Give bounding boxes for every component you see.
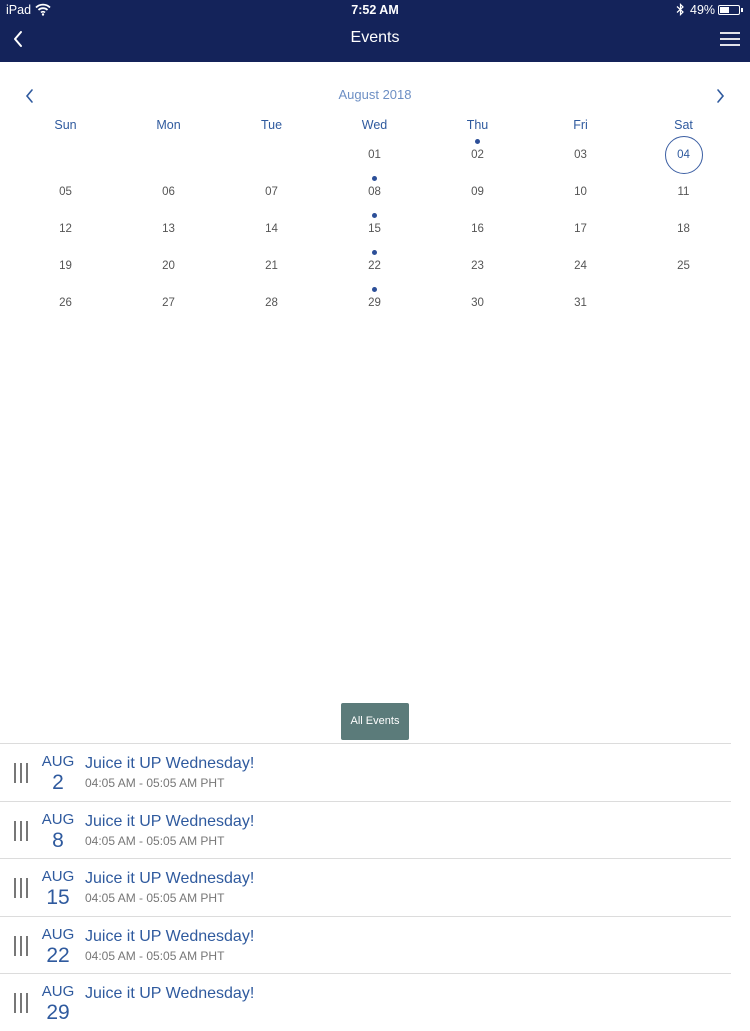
event-indicator-dot	[372, 213, 377, 218]
weekday-label: Tue	[260, 118, 283, 132]
calendar-day[interactable]: 29	[368, 297, 381, 309]
page-title: Events	[350, 29, 400, 46]
calendar-day[interactable]: 12	[59, 223, 72, 235]
event-day: 29	[46, 1001, 70, 1024]
event-list-item[interactable]	[0, 801, 731, 859]
weekday-label: Sun	[54, 118, 77, 132]
calendar-day[interactable]: 05	[59, 186, 72, 198]
event-list-item[interactable]	[0, 858, 731, 916]
next-month-icon[interactable]	[710, 86, 730, 106]
event-day: 8	[52, 828, 64, 852]
calendar-day[interactable]: 01	[368, 149, 381, 161]
carrier-label: iPad	[6, 3, 32, 17]
weekday-label: Mon	[156, 118, 181, 132]
calendar-day[interactable]: 22	[368, 260, 381, 272]
event-indicator-dot	[475, 139, 480, 144]
event-indicator-dot	[372, 176, 377, 181]
weekday-label: Wed	[361, 118, 388, 132]
status-bar	[0, 0, 750, 20]
calendar-day[interactable]: 25	[677, 260, 690, 272]
calendar-day[interactable]: 27	[162, 297, 175, 309]
calendar-day[interactable]: 11	[677, 186, 690, 198]
calendar-day[interactable]: 13	[162, 223, 175, 235]
bluetooth-icon	[676, 3, 685, 16]
event-time: 04:05 AM - 05:05 AM PHT	[85, 776, 225, 790]
event-month: AUG	[41, 868, 75, 885]
event-time: 04:05 AM - 05:05 AM PHT	[85, 948, 225, 963]
event-title[interactable]: Juice it UP Wednesday!	[85, 927, 255, 945]
calendar-day[interactable]: 30	[471, 297, 484, 309]
calendar-day[interactable]: 14	[265, 223, 278, 235]
calendar-header	[0, 84, 750, 106]
event-month: AUG	[41, 753, 75, 770]
drag-handle-icon[interactable]	[14, 821, 29, 841]
status-time: 7:52 AM	[351, 3, 399, 17]
calendar-day[interactable]: 10	[574, 186, 587, 198]
calendar-day[interactable]: 02	[471, 149, 484, 161]
calendar-day[interactable]: 23	[471, 260, 484, 272]
calendar-day[interactable]: 20	[162, 260, 175, 272]
calendar-day[interactable]: 24	[574, 260, 587, 272]
event-title[interactable]: Juice it UP Wednesday!	[85, 812, 255, 830]
weekday-label: Fri	[573, 118, 588, 132]
nav-row	[0, 22, 750, 58]
event-title[interactable]: Juice it UP Wednesday!	[85, 755, 255, 772]
drag-handle-icon[interactable]	[14, 763, 29, 783]
event-time: 04:05 AM - 05:05 AM PHT	[85, 891, 225, 905]
event-day: 2	[52, 771, 64, 794]
calendar-day[interactable]: 21	[265, 260, 278, 272]
event-month: AUG	[41, 925, 75, 943]
event-list-item[interactable]	[0, 916, 731, 974]
calendar-day[interactable]: 17	[574, 223, 587, 235]
event-list-item[interactable]	[0, 973, 731, 1031]
hamburger-menu-icon[interactable]	[718, 28, 742, 50]
calendar-month-label: August 2018	[338, 87, 412, 102]
calendar-day[interactable]: 16	[471, 223, 484, 235]
calendar-day[interactable]: 15	[368, 223, 381, 235]
event-list-item[interactable]	[0, 743, 731, 801]
drag-handle-icon[interactable]	[14, 993, 29, 1013]
event-time: 04:05 AM - 05:05 AM PHT	[85, 833, 225, 848]
event-month: AUG	[41, 983, 75, 1000]
calendar-day[interactable]: 31	[574, 297, 587, 309]
event-day: 15	[46, 886, 70, 909]
calendar-day[interactable]: 18	[677, 223, 690, 235]
event-indicator-dot	[372, 250, 377, 255]
calendar-day[interactable]: 04	[677, 149, 690, 161]
drag-handle-icon[interactable]	[14, 878, 29, 898]
weekday-label: Sat	[674, 118, 693, 132]
event-title[interactable]: Juice it UP Wednesday!	[85, 985, 255, 1002]
event-title[interactable]: Juice it UP Wednesday!	[85, 870, 255, 887]
calendar-day[interactable]: 26	[59, 297, 72, 309]
event-indicator-dot	[372, 287, 377, 292]
event-day: 22	[46, 943, 70, 967]
calendar-day[interactable]: 07	[265, 186, 278, 198]
top-bar	[0, 0, 750, 62]
drag-handle-icon[interactable]	[14, 936, 29, 956]
battery-percent: 49%	[690, 3, 716, 17]
calendar-day[interactable]: 08	[368, 186, 381, 198]
calendar-day[interactable]: 09	[471, 186, 484, 198]
all-events-button[interactable]: All Events	[341, 703, 409, 740]
event-month: AUG	[41, 810, 75, 828]
calendar-day[interactable]: 03	[574, 149, 587, 161]
calendar-day[interactable]: 28	[265, 297, 278, 309]
calendar-day[interactable]: 19	[59, 260, 72, 272]
weekday-label: Thu	[466, 118, 489, 132]
battery-icon	[718, 5, 740, 15]
calendar-day[interactable]: 06	[162, 186, 175, 198]
